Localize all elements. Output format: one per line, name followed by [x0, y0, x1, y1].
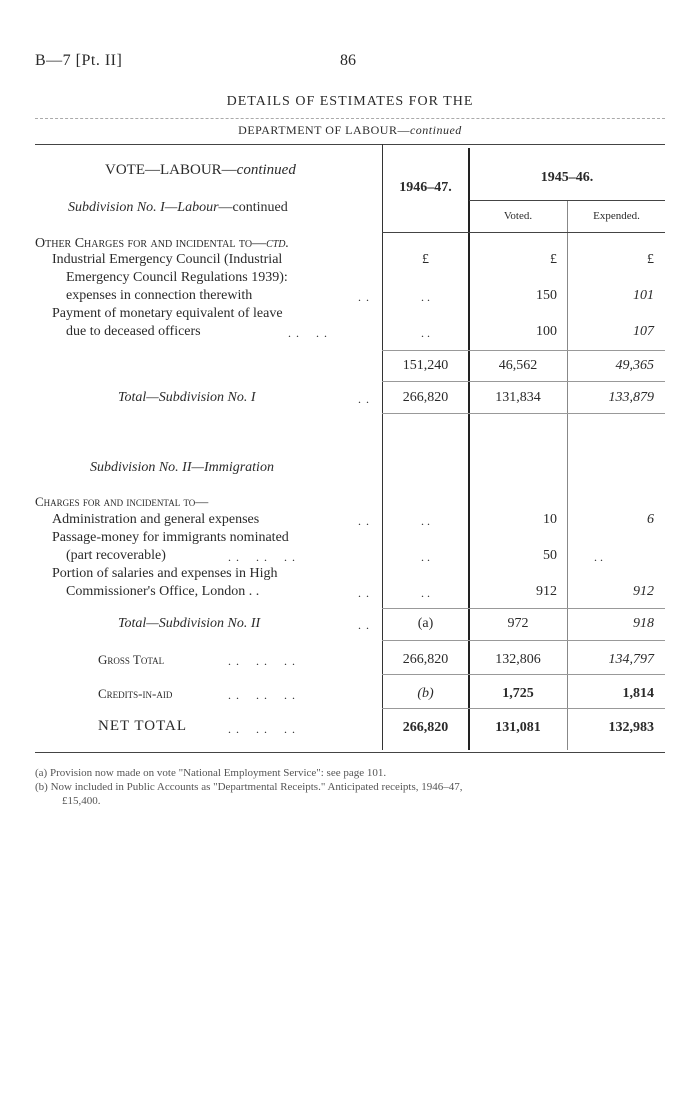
gross-total-voted: 132,806 [495, 652, 541, 667]
item-high-commissioner-voted: 912 [536, 584, 557, 599]
item-leave-voted: 100 [536, 324, 557, 339]
item-leave-expended: 107 [633, 324, 654, 339]
other-charges-text: Other Charges for and incidental to— [35, 236, 267, 251]
item-industrial-dots: . . [358, 290, 370, 304]
item-passage-dots: . . . . . . [228, 550, 296, 564]
vote-heading-continued: continued [236, 162, 296, 178]
item-industrial-voted: 150 [536, 288, 557, 303]
item-high-commissioner-line1: Portion of salaries and expenses in High [52, 566, 278, 581]
item-leave-line1: Payment of monetary equivalent of leave [52, 306, 283, 321]
total-sub1-1946: 266,820 [402, 390, 449, 405]
total-sub1-rule [382, 413, 665, 414]
item-leave-line2: due to deceased officers [66, 324, 201, 339]
charges-sub2-heading: Charges for and incidental to— [35, 494, 209, 509]
total-sub1-voted: 131,834 [495, 390, 541, 405]
title-divider [35, 118, 665, 119]
net-total-dots: . . . . . . [228, 722, 296, 736]
vote-heading [105, 162, 296, 179]
credits-1946: (b) [417, 686, 434, 701]
currency-1946: £ [422, 252, 429, 267]
item-leave-dots: . . . . [288, 326, 328, 340]
item-admin-expended: 6 [647, 512, 654, 527]
total-sub2-dots: . . [358, 618, 370, 632]
header-1945-underline [469, 200, 665, 201]
subdivision-1-heading [68, 200, 288, 216]
page-subtitle [0, 123, 700, 138]
item-industrial-line2: Emergency Council Regulations 1939): [66, 270, 288, 285]
column-header-voted: Voted. [503, 210, 533, 222]
net-total-1946: 266,820 [402, 720, 449, 735]
currency-voted: £ [550, 252, 557, 267]
gross-total-1946: 266,820 [402, 652, 449, 667]
subdivision-1-title: Subdivision No. I—Labour [68, 200, 219, 215]
item-admin-voted: 10 [543, 512, 557, 527]
page-title: DETAILS OF ESTIMATES FOR THE [226, 94, 474, 109]
page-section-label: B—7 [Pt. II] [35, 52, 123, 69]
item-high-commissioner-dots: . . [358, 586, 370, 600]
net-total-voted: 131,081 [495, 720, 541, 735]
subtotal-sub1-1946: 151,240 [402, 358, 449, 373]
item-admin-line1: Administration and general expenses [52, 512, 260, 527]
currency-expended: £ [647, 252, 654, 267]
total-sub1-expended: 133,879 [608, 390, 654, 405]
total-sub2-1946: (a) [417, 616, 434, 631]
column-header-1945: 1945–46. [540, 170, 594, 185]
item-passage-line2: (part recoverable) [66, 548, 166, 563]
total-sub2-rule-top [382, 608, 665, 609]
subtotal-sub1-voted: 46,562 [498, 358, 538, 373]
subtitle-continued: continued [409, 123, 462, 137]
item-industrial-line3: expenses in connection therewith [66, 288, 253, 303]
subtotal-rule-bottom [382, 381, 665, 382]
gross-total-dots: . . . . . . [228, 654, 296, 668]
footnote-b: (b) Now included in Public Accounts as "Departmental Receipts." Anticipated receipts, 1946–47, [35, 781, 463, 793]
subtotal-rule-top [382, 350, 665, 351]
item-passage-expended: . . [594, 550, 603, 564]
item-passage-voted: 50 [543, 548, 557, 563]
item-admin-dots: . . [358, 514, 370, 528]
total-sub2-label: Total—Subdivision No. II [118, 616, 261, 631]
item-passage-1946: . . [421, 550, 430, 564]
item-industrial-expended: 101 [633, 288, 654, 303]
credits-label: Credits-in-aid [98, 686, 173, 701]
gross-total-expended: 134,797 [608, 652, 654, 667]
total-sub2-rule-bottom [382, 640, 665, 641]
header-bottom-rule [382, 232, 665, 233]
footnote-b-cont: £15,400. [62, 795, 101, 807]
vote-heading-main: VOTE—LABOUR— [105, 162, 237, 178]
footnote-a: (a) Provision now made on vote "National Employment Service": see page 101. [35, 767, 387, 779]
item-high-commissioner-1946: . . [421, 586, 430, 600]
net-total-label: NET TOTAL [98, 718, 188, 734]
column-header-expended: Expended. [593, 210, 640, 222]
subtitle-main: DEPARTMENT OF LABOUR— [238, 123, 410, 137]
column-header-1946: 1946–47. [399, 180, 452, 195]
item-high-commissioner-line2: Commissioner's Office, London . . [66, 584, 260, 599]
credits-rule [382, 708, 665, 709]
total-sub2-expended: 918 [633, 616, 654, 631]
item-high-commissioner-expended: 912 [633, 584, 654, 599]
table-top-rule [35, 144, 665, 145]
credits-voted: 1,725 [502, 686, 534, 701]
item-passage-line1: Passage-money for immigrants nominated [52, 530, 289, 545]
total-sub2-voted: 972 [507, 616, 529, 631]
table-bottom-rule [35, 752, 665, 753]
item-admin-1946: . . [421, 514, 430, 528]
gross-total-label: Gross Total [98, 652, 165, 667]
subtotal-sub1-expended: 49,365 [615, 358, 654, 373]
item-industrial-1946: . . [421, 290, 430, 304]
subdivision-2-heading: Subdivision No. II—Immigration [90, 460, 274, 475]
credits-dots: . . . . . . [228, 688, 296, 702]
item-leave-1946: . . [421, 326, 430, 340]
other-charges-heading [35, 236, 289, 252]
other-charges-ctd: ctd. [266, 236, 290, 251]
total-sub1-label: Total—Subdivision No. I [118, 390, 256, 405]
credits-expended: 1,814 [622, 686, 654, 701]
gross-total-rule [382, 674, 665, 675]
subdivision-1-continued: —continued [218, 200, 288, 215]
item-industrial-line1: Industrial Emergency Council (Industrial [52, 252, 283, 267]
total-sub1-dots: . . [358, 392, 370, 406]
page-number: 86 [340, 52, 356, 69]
net-total-expended: 132,983 [608, 720, 654, 735]
